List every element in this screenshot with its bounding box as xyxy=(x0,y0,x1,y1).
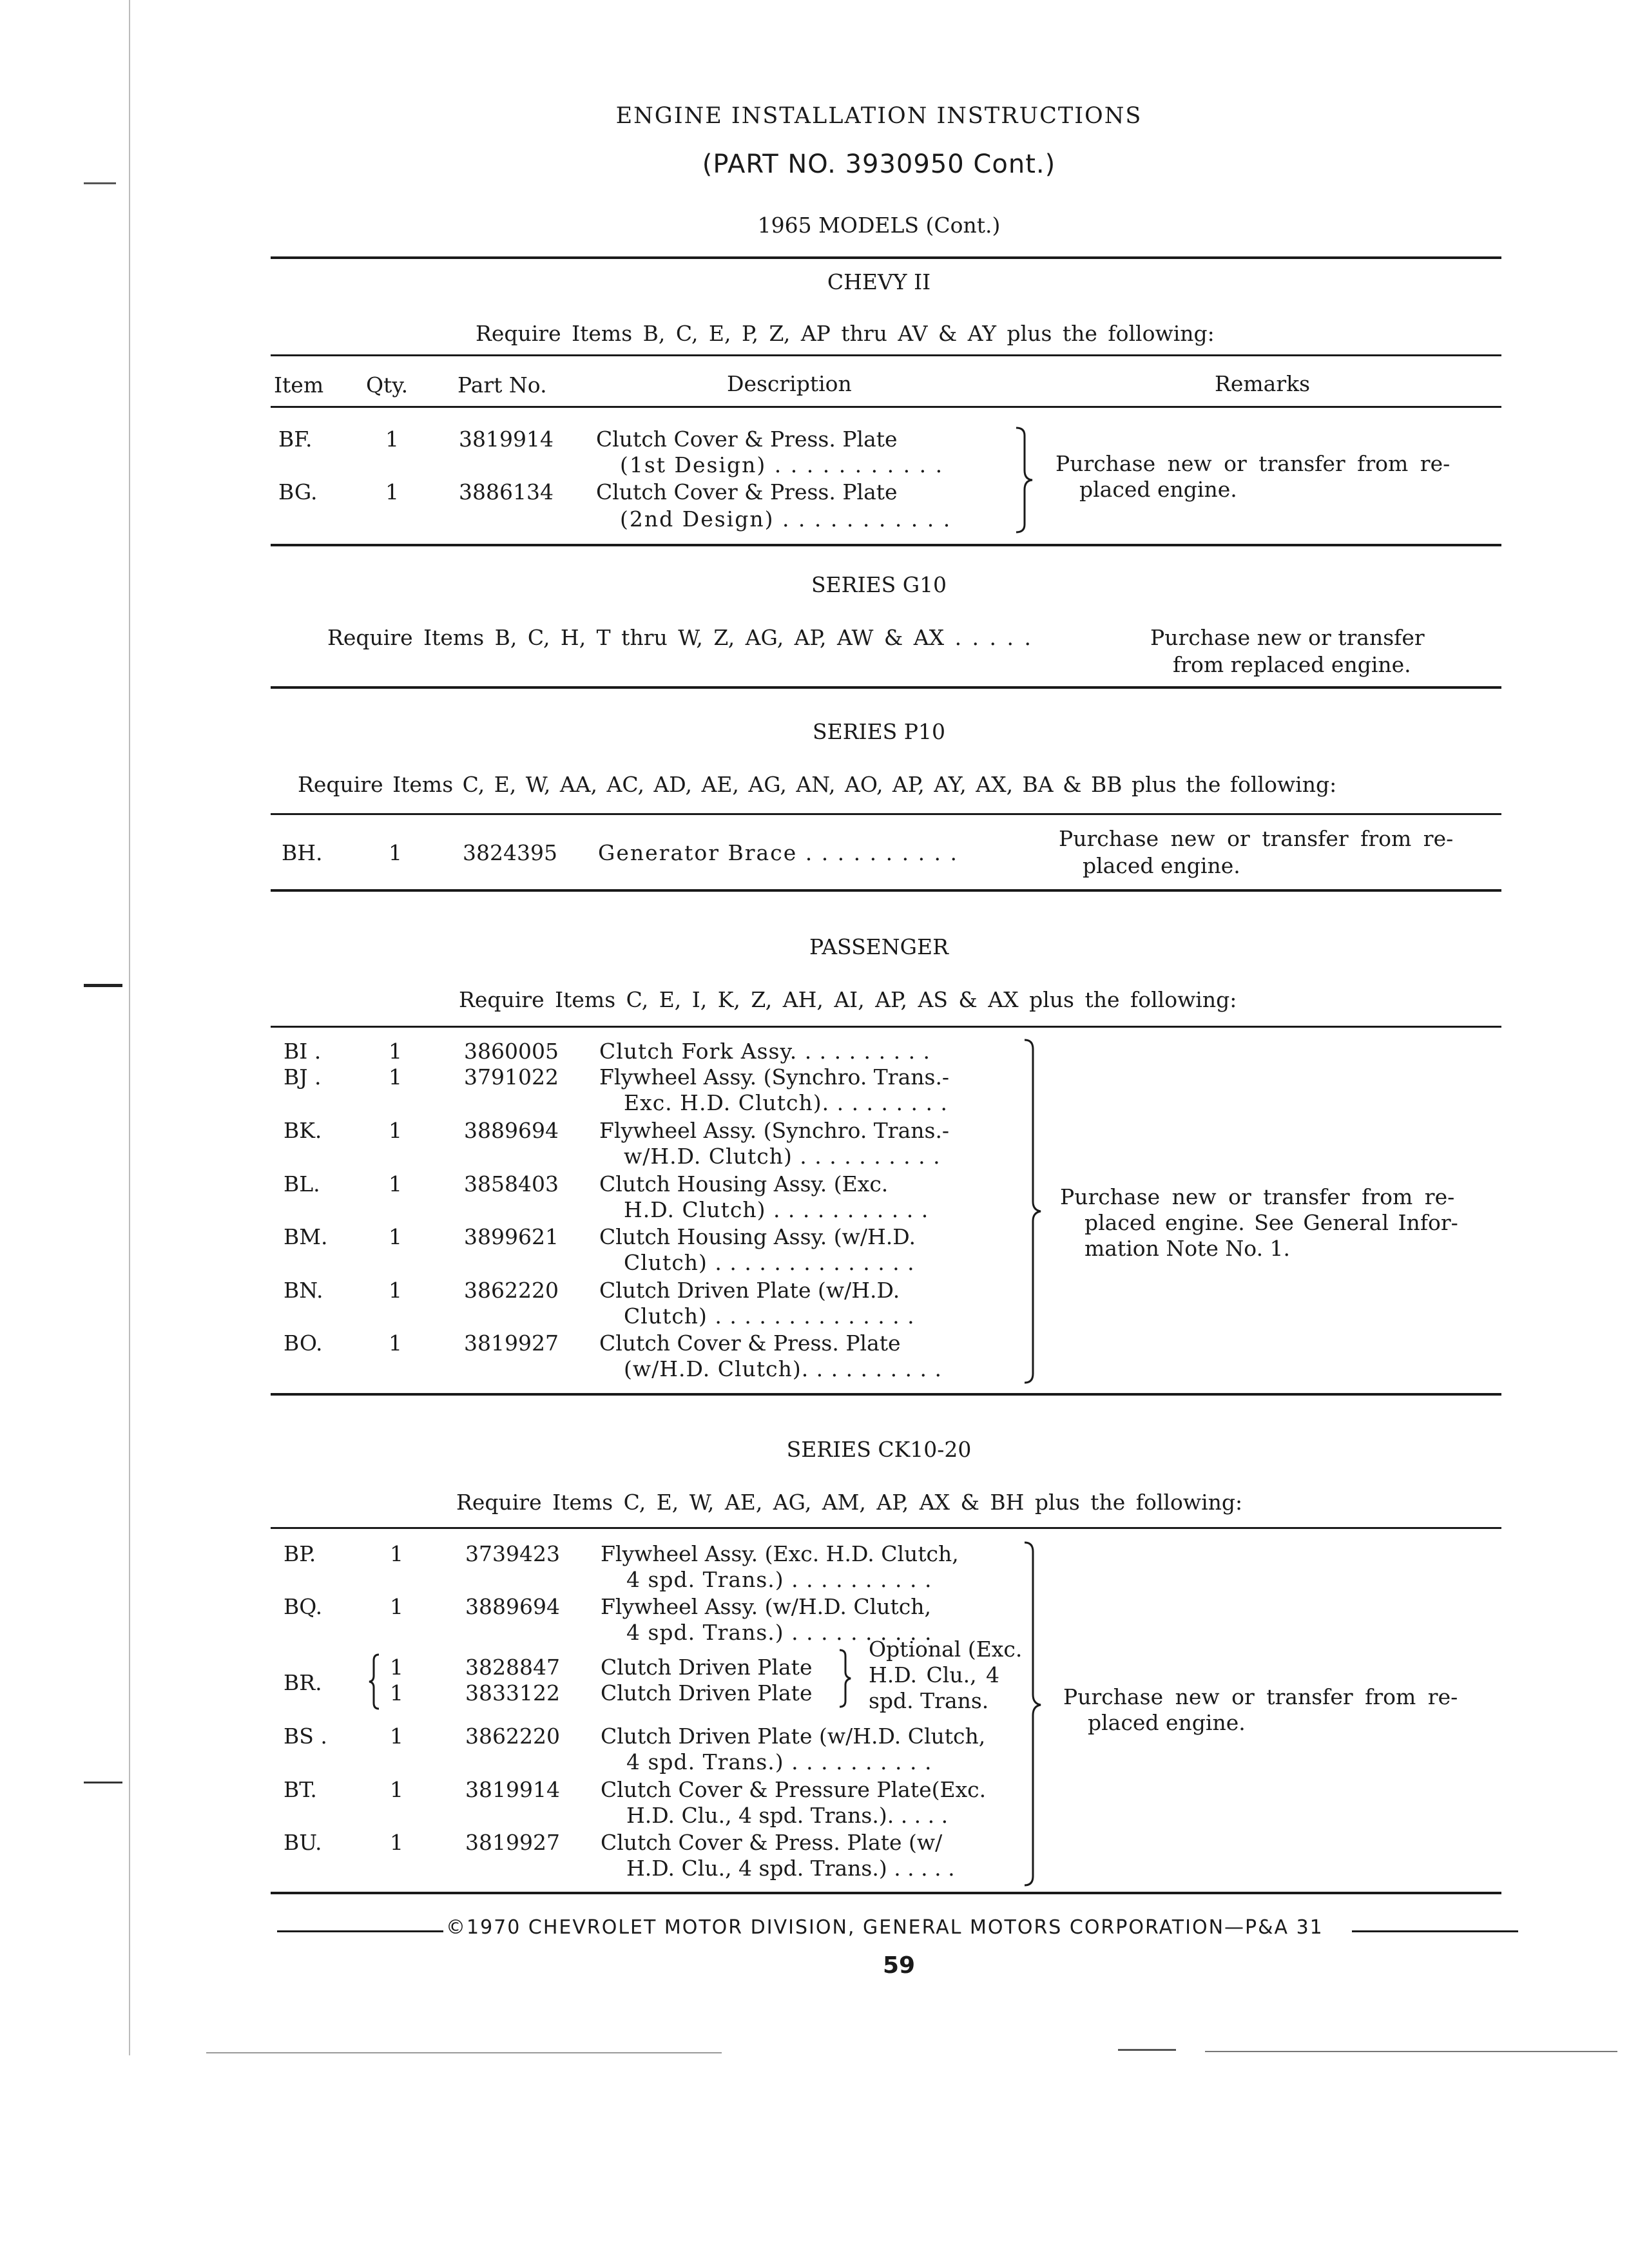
remark-text: from replaced engine. xyxy=(1173,652,1411,677)
remark-text: Purchase new or transfer from re- xyxy=(1060,1184,1455,1209)
item-code: BP. xyxy=(284,1541,316,1566)
divider xyxy=(271,1026,1501,1028)
left-edge-line xyxy=(129,0,130,2055)
quantity: 1 xyxy=(390,1541,403,1566)
quantity: 1 xyxy=(390,1655,403,1680)
divider xyxy=(271,889,1501,892)
quantity: 1 xyxy=(389,1064,402,1090)
description-continued: (2nd Design) . . . . . . . . . . . xyxy=(620,506,952,532)
divider xyxy=(271,813,1501,815)
description: Clutch Cover & Press. Plate xyxy=(599,1331,901,1356)
description: Generator Brace . . . . . . . . . . xyxy=(598,840,959,865)
binding-mark xyxy=(84,984,122,987)
description-continued: H.D. Clu., 4 spd. Trans.). . . . . xyxy=(626,1803,949,1828)
part-number: 3860005 xyxy=(464,1039,559,1064)
quantity: 1 xyxy=(389,1171,402,1196)
description: Clutch Driven Plate xyxy=(601,1655,813,1680)
col-header-item: Item xyxy=(274,372,324,398)
brace-icon xyxy=(1021,1037,1047,1385)
copyright-text: ©1970 CHEVROLET MOTOR DIVISION, GENERAL MOTORS CORPORATION—P&A 31 xyxy=(446,1916,1324,1939)
description: Clutch Driven Plate (w/H.D. Clutch, xyxy=(601,1724,986,1749)
item-code: BQ. xyxy=(284,1594,323,1619)
section-heading-chevy2: CHEVY II xyxy=(827,269,931,294)
quantity: 1 xyxy=(390,1680,403,1706)
item-code: BF. xyxy=(278,427,313,452)
part-number: 3819927 xyxy=(465,1830,560,1855)
description: Flywheel Assy. (Synchro. Trans.- xyxy=(599,1064,950,1090)
divider xyxy=(271,256,1501,259)
brace-icon xyxy=(1013,425,1039,535)
binding-mark xyxy=(84,1782,122,1783)
description-continued: H.D. Clu., 4 spd. Trans.) . . . . . xyxy=(626,1856,955,1881)
description: Clutch Cover & Press. Plate xyxy=(596,427,898,452)
g10-require-text: Require Items B, C, H, T thru W, Z, AG, AP, AW & AX . . . . . xyxy=(327,625,1031,650)
col-header-remarks: Remarks xyxy=(1215,371,1311,396)
item-code: BO. xyxy=(284,1331,323,1356)
item-code: BI . xyxy=(284,1039,322,1064)
description: Clutch Driven Plate (w/H.D. xyxy=(599,1278,900,1303)
description-continued: 4 spd. Trans.) . . . . . . . . . . xyxy=(626,1620,932,1645)
part-number: 3889694 xyxy=(465,1594,560,1619)
item-code: BG. xyxy=(278,479,318,505)
divider xyxy=(271,686,1501,689)
section-heading-passenger: PASSENGER xyxy=(809,934,949,959)
quantity: 1 xyxy=(389,1039,402,1064)
part-number: 3862220 xyxy=(465,1724,560,1749)
binding-mark xyxy=(84,182,116,184)
quantity: 1 xyxy=(389,1118,402,1143)
description-continued: (1st Design) . . . . . . . . . . . xyxy=(620,452,944,477)
divider xyxy=(271,406,1501,408)
passenger-require-text: Require Items C, E, I, K, Z, AH, AI, AP, AS & AX plus the following: xyxy=(459,987,1237,1012)
ck-require-text: Require Items C, E, W, AE, AG, AM, AP, AX & BH plus the following: xyxy=(456,1490,1243,1515)
part-number: 3791022 xyxy=(464,1064,559,1090)
item-code: BT. xyxy=(284,1777,317,1802)
col-header-qty: Qty. xyxy=(366,372,409,398)
description: Flywheel Assy. (Synchro. Trans.- xyxy=(599,1118,950,1143)
remark-text: placed engine. xyxy=(1079,477,1237,502)
item-code: BH. xyxy=(282,840,323,865)
item-code: BN. xyxy=(284,1278,323,1303)
item-code: BJ . xyxy=(284,1064,322,1090)
footer-rule-left xyxy=(277,1930,443,1932)
section-heading-ck10-20: SERIES CK10-20 xyxy=(786,1437,972,1462)
item-code: BM. xyxy=(284,1224,328,1249)
part-number: 3819914 xyxy=(465,1777,560,1802)
quantity: 1 xyxy=(389,1278,402,1303)
quantity: 1 xyxy=(390,1724,403,1749)
remark-text: Purchase new or transfer from re- xyxy=(1063,1684,1458,1709)
description: Clutch Driven Plate xyxy=(601,1680,813,1706)
quantity: 1 xyxy=(385,427,399,452)
part-number: 3819914 xyxy=(459,427,554,452)
item-code: BL. xyxy=(284,1171,320,1196)
description: Clutch Cover & Press. Plate xyxy=(596,479,898,505)
col-header-description: Description xyxy=(727,371,852,396)
description-continued: Clutch) . . . . . . . . . . . . . . xyxy=(624,1250,915,1275)
item-code: BR. xyxy=(284,1670,322,1695)
part-number: 3886134 xyxy=(459,479,554,505)
scan-mark xyxy=(206,2052,722,2053)
divider xyxy=(271,1892,1501,1894)
footer-rule-right xyxy=(1352,1930,1518,1932)
description: Clutch Fork Assy. . . . . . . . . . xyxy=(599,1039,931,1064)
description: Clutch Cover & Pressure Plate(Exc. xyxy=(601,1777,987,1802)
description: Clutch Housing Assy. (w/H.D. xyxy=(599,1224,916,1249)
quantity: 1 xyxy=(390,1777,403,1802)
divider xyxy=(271,544,1501,546)
remark-text: Purchase new or transfer from re- xyxy=(1055,451,1451,476)
brace-icon xyxy=(838,1646,854,1711)
description-continued: w/H.D. Clutch) . . . . . . . . . . xyxy=(624,1144,941,1169)
scan-mark xyxy=(1118,2049,1176,2051)
part-number: 3828847 xyxy=(465,1655,560,1680)
item-code: BU. xyxy=(284,1830,322,1855)
chevy2-require-text: Require Items B, C, E, P, Z, AP thru AV & AY plus the following: xyxy=(476,321,1215,346)
page-number: 59 xyxy=(882,1952,916,1979)
section-heading-g10: SERIES G10 xyxy=(811,572,947,597)
quantity: 1 xyxy=(390,1830,403,1855)
col-header-part: Part No. xyxy=(458,372,547,398)
quantity: 1 xyxy=(389,1331,402,1356)
remark-text: placed engine. xyxy=(1083,853,1240,878)
description: Flywheel Assy. (Exc. H.D. Clutch, xyxy=(601,1541,959,1566)
part-number: 3858403 xyxy=(464,1171,559,1196)
description: Clutch Cover & Press. Plate (w/ xyxy=(601,1830,943,1855)
quantity: 1 xyxy=(389,1224,402,1249)
item-code: BK. xyxy=(284,1118,322,1143)
brace-icon xyxy=(1021,1540,1047,1888)
part-number-heading: (PART NO. 3930950 Cont.) xyxy=(702,149,1056,179)
left-brace-icon xyxy=(367,1653,381,1711)
part-number: 3889694 xyxy=(464,1118,559,1143)
description-continued: 4 spd. Trans.) . . . . . . . . . . xyxy=(626,1749,932,1774)
quantity: 1 xyxy=(390,1594,403,1619)
description-continued: 4 spd. Trans.) . . . . . . . . . . xyxy=(626,1567,932,1592)
optional-note: spd. Trans. xyxy=(869,1688,989,1713)
remark-text: Purchase new or transfer xyxy=(1150,625,1425,650)
quantity: 1 xyxy=(385,479,399,505)
part-number: 3819927 xyxy=(464,1331,559,1356)
description: Flywheel Assy. (w/H.D. Clutch, xyxy=(601,1594,931,1619)
part-number: 3739423 xyxy=(465,1541,560,1566)
description-continued: H.D. Clutch) . . . . . . . . . . . xyxy=(624,1197,929,1222)
description: Clutch Housing Assy. (Exc. xyxy=(599,1171,889,1196)
divider xyxy=(271,1393,1501,1396)
document-title: ENGINE INSTALLATION INSTRUCTIONS xyxy=(615,103,1142,129)
remark-text: Purchase new or transfer from re- xyxy=(1059,826,1454,851)
item-code: BS . xyxy=(284,1724,327,1749)
description-continued: Exc. H.D. Clutch). . . . . . . . . xyxy=(624,1090,948,1115)
part-number: 3833122 xyxy=(465,1680,560,1706)
models-heading: 1965 MODELS (Cont.) xyxy=(757,213,1001,238)
quantity: 1 xyxy=(389,840,402,865)
description-continued: (w/H.D. Clutch). . . . . . . . . . xyxy=(624,1356,943,1381)
description-continued: Clutch) . . . . . . . . . . . . . . xyxy=(624,1303,915,1329)
p10-require-text: Require Items C, E, W, AA, AC, AD, AE, AG, AN, AO, AP, AY, AX, BA & BB plus the following: xyxy=(298,772,1337,797)
part-number: 3824395 xyxy=(463,840,557,865)
remark-text: placed engine. See General Infor- xyxy=(1084,1210,1458,1235)
remark-text: mation Note No. 1. xyxy=(1084,1236,1291,1261)
section-heading-p10: SERIES P10 xyxy=(813,719,945,744)
remark-text: placed engine. xyxy=(1088,1710,1246,1735)
divider xyxy=(271,354,1501,356)
optional-note: H.D. Clu., 4 xyxy=(869,1662,1000,1687)
scan-mark xyxy=(1205,2051,1617,2052)
optional-note: Optional (Exc. xyxy=(869,1637,1023,1662)
part-number: 3899621 xyxy=(464,1224,559,1249)
part-number: 3862220 xyxy=(464,1278,559,1303)
divider xyxy=(271,1527,1501,1529)
